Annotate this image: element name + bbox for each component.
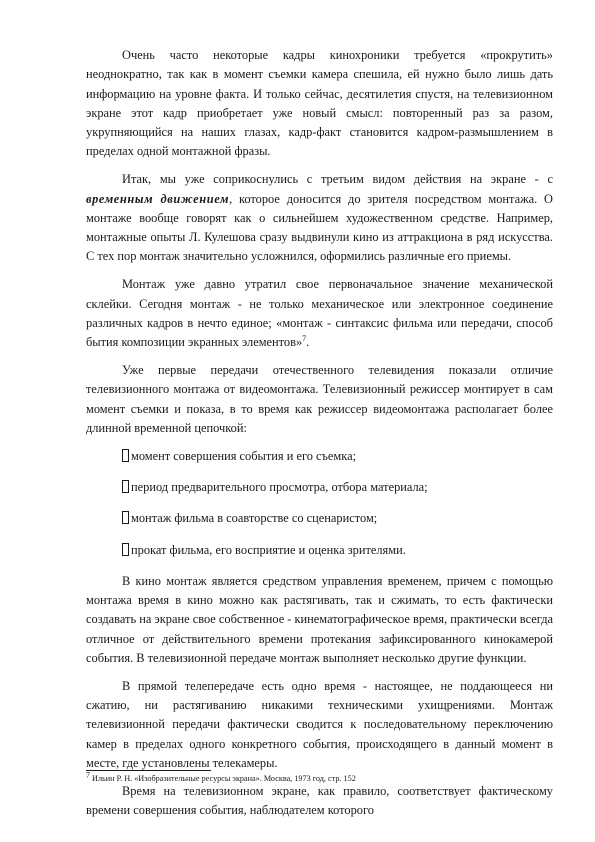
paragraph-text: Итак, мы уже соприкоснулись с третьим видом действия на экране - с xyxy=(122,172,553,187)
paragraph: Очень часто некоторые кадры кинохроники требуется «прокрутить» неоднократно, так как в момент съемки камера спешила, ей нужно было лишь дать информацию на уровне факта. И только сейчас, десятилетия спустя, на телевизионном экране этот кадр приобретает уже новый смысл: повторенный раз за разом, укрупняющийся на наших глазах, кадр-факт становится кадром-размышлением в пределах одной монтажной фразы. xyxy=(86,48,553,159)
paragraph: В прямой телепередаче есть одно время - настоящее, не поддающееся ни сжатию, ни растягиванию никакими техническими ухищрениями. Монтаж телевизионной передачи фактически сводится к последовательному переключению камер в пределах одного конкретного события, происходящего в данный момент в месте, где установлены телекамеры. xyxy=(86,678,553,770)
bullet-icon xyxy=(122,480,129,493)
list-item-text: прокат фильма, его восприятие и оценка зрителями. xyxy=(131,542,406,557)
footnote-number: 7 xyxy=(86,770,90,780)
paragraph: Уже первые передачи отечественного телевидения показали отличие телевизионного монтажа от видеомонтажа. Телевизионный режиссер монтирует в сам момент съемки и показа, в то время как режиссер видеомонтажа располагает более длинной временной цепочкой: xyxy=(86,362,553,435)
list-item-text: монтаж фильма в соавторстве со сценаристом; xyxy=(131,511,378,526)
bullet-icon xyxy=(122,511,129,524)
footnote xyxy=(86,770,556,784)
list-item-text: момент совершения события и его съемка; xyxy=(131,448,357,463)
list-item xyxy=(86,447,553,466)
paragraph xyxy=(86,275,553,352)
emphasized-term: временным движением xyxy=(86,191,230,206)
paragraph xyxy=(86,170,553,266)
paragraph-text: Монтаж уже давно утратил свое первоначальное значение механической склейки. Сегодня монтаж - не только механическое или электронное соединение различных кадров в нечто единое; «монтаж - синтаксис фильма или передачи, способ бытия композиции экранных элементов» xyxy=(86,277,553,350)
paragraph: Время на телевизионном экране, как правило, соответствует фактическому времени совершения события, наблюдателем которого xyxy=(86,783,553,818)
list-item xyxy=(86,478,553,497)
paragraph-text: , которое доносится до зрителя посредством монтажа. О монтаже вообще говорят как о сильнейшем художественном средстве. Например, монтажные опыты Л. Кулешова сразу выдвинули кино из аттракциона в ряд искусства. С тех пор монтаж значительно усложнился, оформились различные его приемы. xyxy=(86,191,553,264)
list-item-text: период предварительного просмотра, отбора материала; xyxy=(131,479,428,494)
list-item xyxy=(86,541,553,560)
footnote-text: Ильин Р. Н. «Изобразительные ресурсы экрана». Москва, 1973 год, стр. 152 xyxy=(90,774,356,783)
bullet-icon xyxy=(122,449,129,462)
footnote-separator xyxy=(86,770,211,771)
paragraph-text: . xyxy=(306,335,310,350)
bullet-icon xyxy=(122,543,129,556)
document-body xyxy=(86,46,553,829)
footnote-reference[interactable]: 7 xyxy=(302,334,307,344)
list-item xyxy=(86,509,553,528)
paragraph: В кино монтаж является средством управления временем, причем с помощью монтажа время в кино можно как растягивать, так и сжимать, то есть фактически создавать на экране свое собственное - кинематографическое время, практически всегда отличное от действительного времени протекания зафиксированного кинокамерой события. В телевизионной передаче монтаж выполняет несколько другие функции. xyxy=(86,573,553,666)
